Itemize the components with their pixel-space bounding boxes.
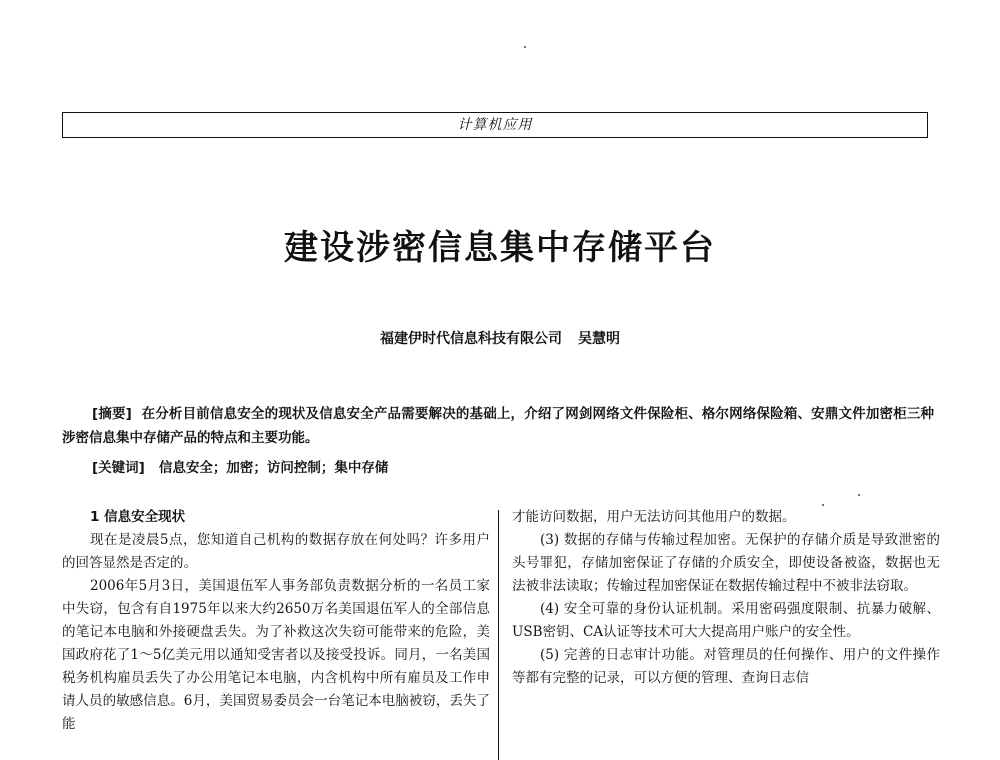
byline bbox=[0, 328, 1000, 348]
author: 吴慧明 bbox=[578, 331, 620, 347]
keywords-label: [关键词] bbox=[92, 460, 145, 476]
section-label: 计算机应用 bbox=[457, 117, 533, 133]
paragraph: 现在是凌晨5点，您知道自己机构的数据存放在何处吗？许多用户的回答显然是否定的。 bbox=[62, 532, 490, 571]
paragraph: (4) 安全可靠的身份认证机制。采用密码强度限制、抗暴力破解、USB密钥、CA认证等技术可大大提高用户账户的安全性。 bbox=[512, 601, 940, 640]
scan-speck bbox=[858, 494, 860, 496]
abstract bbox=[62, 402, 934, 450]
right-column bbox=[512, 506, 940, 690]
scan-speck bbox=[822, 504, 824, 506]
abstract-text: 在分析目前信息安全的现状及信息安全产品需要解决的基础上，介绍了网剑网络文件保险柜、格尔网络保险箱、安鼎文件加密柜三种涉密信息集中存储产品的特点和主要功能。 bbox=[62, 406, 934, 446]
keywords-text: 信息安全；加密；访问控制；集中存储 bbox=[158, 460, 389, 476]
article-title: 建设涉密信息集中存储平台 bbox=[284, 228, 716, 268]
paragraph: 才能访问数据，用户无法访问其他用户的数据。 bbox=[512, 509, 796, 525]
section-header-box bbox=[62, 112, 928, 138]
paragraph: (5) 完善的日志审计功能。对管理员的任何操作、用户的文件操作等都有完整的记录，可以方便的管理、查询日志信 bbox=[512, 647, 940, 686]
keywords bbox=[92, 456, 388, 476]
column-divider bbox=[498, 510, 499, 760]
scan-speck bbox=[524, 46, 526, 48]
left-column bbox=[62, 506, 490, 736]
paragraph: 2006年5月3日，美国退伍军人事务部负责数据分析的一名员工家中失窃，包含有自1975年以来大约2650万名美国退伍军人的全部信息的笔记本电脑和外接硬盘丢失。为了补救这次失窃可能带来的危险，美国政府花了1～5亿美元用以通知受害者以及接受投诉。同月，一名美国税务机构雇员丢失了办公用笔记本电脑，内含机构中所有雇员及工作申请人员的敏感信息。6月，美国贸易委员会一台笔记本电脑被窃，丢失了能 bbox=[62, 578, 490, 732]
section-heading: 1 信息安全现状 bbox=[90, 509, 186, 525]
abstract-label: [摘要] bbox=[92, 406, 132, 422]
organization: 福建伊时代信息科技有限公司 bbox=[380, 331, 562, 347]
paragraph: (3) 数据的存储与传输过程加密。无保护的存储介质是导致泄密的头号罪犯，存储加密保证了存储的介质安全，即使设备被盗，数据也无法被非法读取；传输过程加密保证在数据传输过程中不被非法窃取。 bbox=[512, 532, 940, 594]
